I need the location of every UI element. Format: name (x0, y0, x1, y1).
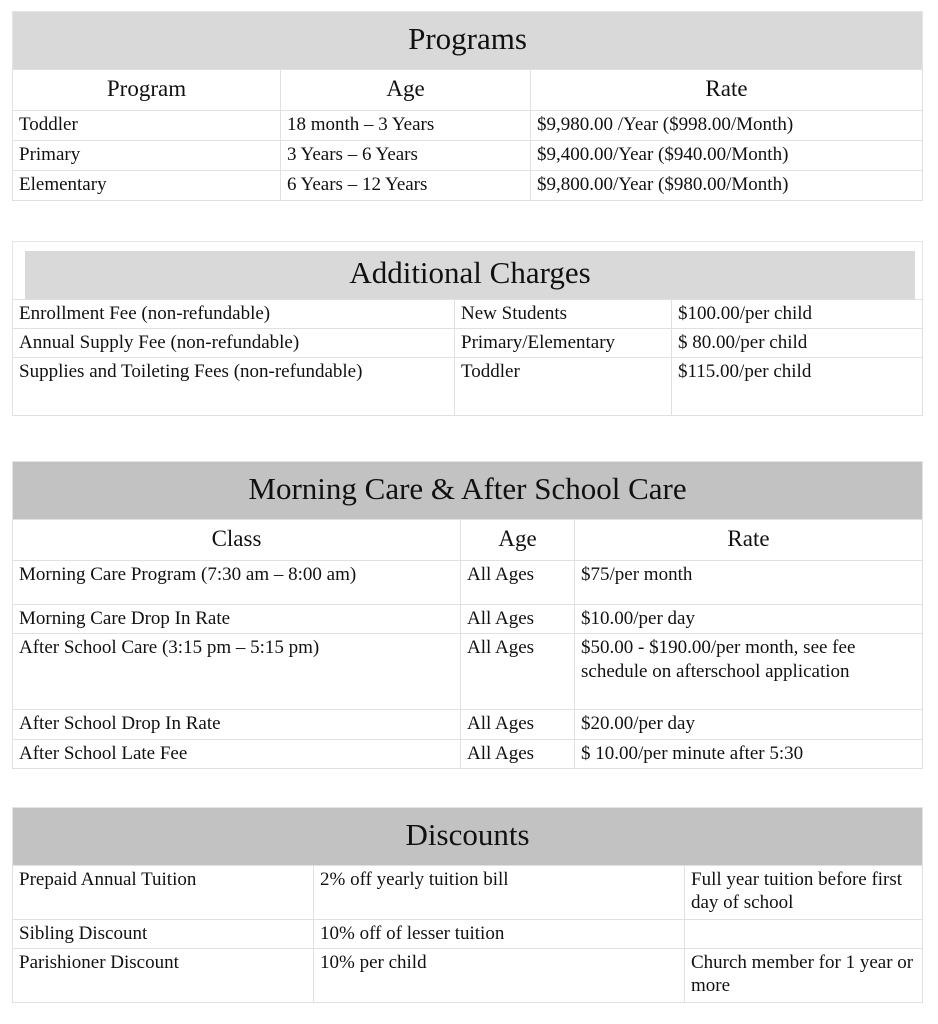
care-cell-class: Morning Care Drop In Rate (13, 605, 461, 634)
programs-header-age: Age (281, 69, 531, 110)
care-banner-row (13, 462, 923, 520)
programs-cell-age: 18 month – 3 Years (281, 111, 531, 141)
discounts-cell-value: 10% off of lesser tuition (314, 919, 685, 948)
programs-cell-rate: $9,980.00 /Year ($998.00/Month) (531, 111, 923, 141)
table-row (13, 710, 923, 739)
programs-cell-rate: $9,400.00/Year ($940.00/Month) (531, 141, 923, 171)
charges-cell-applies-to: Primary/Elementary (455, 329, 672, 358)
table-row (13, 739, 923, 768)
charges-banner-title: Additional Charges (25, 251, 915, 299)
programs-banner-row (13, 12, 923, 70)
care-cell-class: After School Late Fee (13, 739, 461, 768)
table-row (13, 865, 923, 919)
programs-header-program: Program (13, 69, 281, 110)
table-row (13, 329, 923, 358)
care-cell-age: All Ages (461, 739, 575, 768)
charges-cell-fee: Annual Supply Fee (non-refundable) (13, 329, 455, 358)
charges-cell-fee: Supplies and Toileting Fees (non-refundable) (13, 358, 455, 416)
care-banner-title: Morning Care & After School Care (13, 462, 923, 520)
care-header-row (13, 519, 923, 560)
care-cell-rate: $10.00/per day (575, 605, 923, 634)
discounts-cell-name: Prepaid Annual Tuition (13, 865, 314, 919)
care-cell-rate: $50.00 - $190.00/per month, see fee schedule on afterschool application (575, 634, 923, 710)
charges-cell-amount: $ 80.00/per child (672, 329, 923, 358)
discounts-cell-value: 10% per child (314, 948, 685, 1002)
table-row (13, 111, 923, 141)
programs-banner-title: Programs (13, 12, 923, 70)
programs-cell-age: 6 Years – 12 Years (281, 171, 531, 201)
discounts-cell-condition: Church member for 1 year or more (685, 948, 923, 1002)
table-row (13, 300, 923, 329)
charges-cell-amount: $115.00/per child (672, 358, 923, 416)
programs-header-rate: Rate (531, 69, 923, 110)
care-cell-class: Morning Care Program (7:30 am – 8:00 am) (13, 561, 461, 605)
table-row (13, 634, 923, 710)
discounts-cell-name: Parishioner Discount (13, 948, 314, 1002)
charges-cell-amount: $100.00/per child (672, 300, 923, 329)
table-row (13, 171, 923, 201)
discounts-cell-condition (685, 919, 923, 948)
discounts-banner-title: Discounts (13, 808, 923, 866)
programs-table (12, 11, 923, 201)
table-row (13, 919, 923, 948)
discounts-cell-value: 2% off yearly tuition bill (314, 865, 685, 919)
care-table (12, 461, 923, 769)
table-row (13, 358, 923, 416)
care-cell-class: After School Care (3:15 pm – 5:15 pm) (13, 634, 461, 710)
discounts-banner-row (13, 808, 923, 866)
charges-cell-applies-to: Toddler (455, 358, 672, 416)
care-header-age: Age (461, 519, 575, 560)
care-cell-age: All Ages (461, 605, 575, 634)
discounts-table (12, 807, 923, 1003)
discounts-cell-name: Sibling Discount (13, 919, 314, 948)
programs-header-row (13, 69, 923, 110)
programs-cell-age: 3 Years – 6 Years (281, 141, 531, 171)
care-cell-age: All Ages (461, 634, 575, 710)
table-row (13, 561, 923, 605)
table-row (13, 141, 923, 171)
care-cell-class: After School Drop In Rate (13, 710, 461, 739)
programs-cell-program: Toddler (13, 111, 281, 141)
additional-charges-table (12, 241, 923, 416)
charges-banner-cell (13, 242, 923, 300)
programs-cell-rate: $9,800.00/Year ($980.00/Month) (531, 171, 923, 201)
charges-banner-row (13, 242, 923, 300)
care-cell-age: All Ages (461, 561, 575, 605)
programs-cell-program: Primary (13, 141, 281, 171)
care-cell-rate: $ 10.00/per minute after 5:30 (575, 739, 923, 768)
table-row (13, 948, 923, 1002)
care-cell-age: All Ages (461, 710, 575, 739)
care-cell-rate: $20.00/per day (575, 710, 923, 739)
care-header-rate: Rate (575, 519, 923, 560)
table-row (13, 605, 923, 634)
care-cell-rate: $75/per month (575, 561, 923, 605)
charges-cell-fee: Enrollment Fee (non-refundable) (13, 300, 455, 329)
discounts-cell-condition: Full year tuition before first day of school (685, 865, 923, 919)
charges-cell-applies-to: New Students (455, 300, 672, 329)
care-header-class: Class (13, 519, 461, 560)
programs-cell-program: Elementary (13, 171, 281, 201)
